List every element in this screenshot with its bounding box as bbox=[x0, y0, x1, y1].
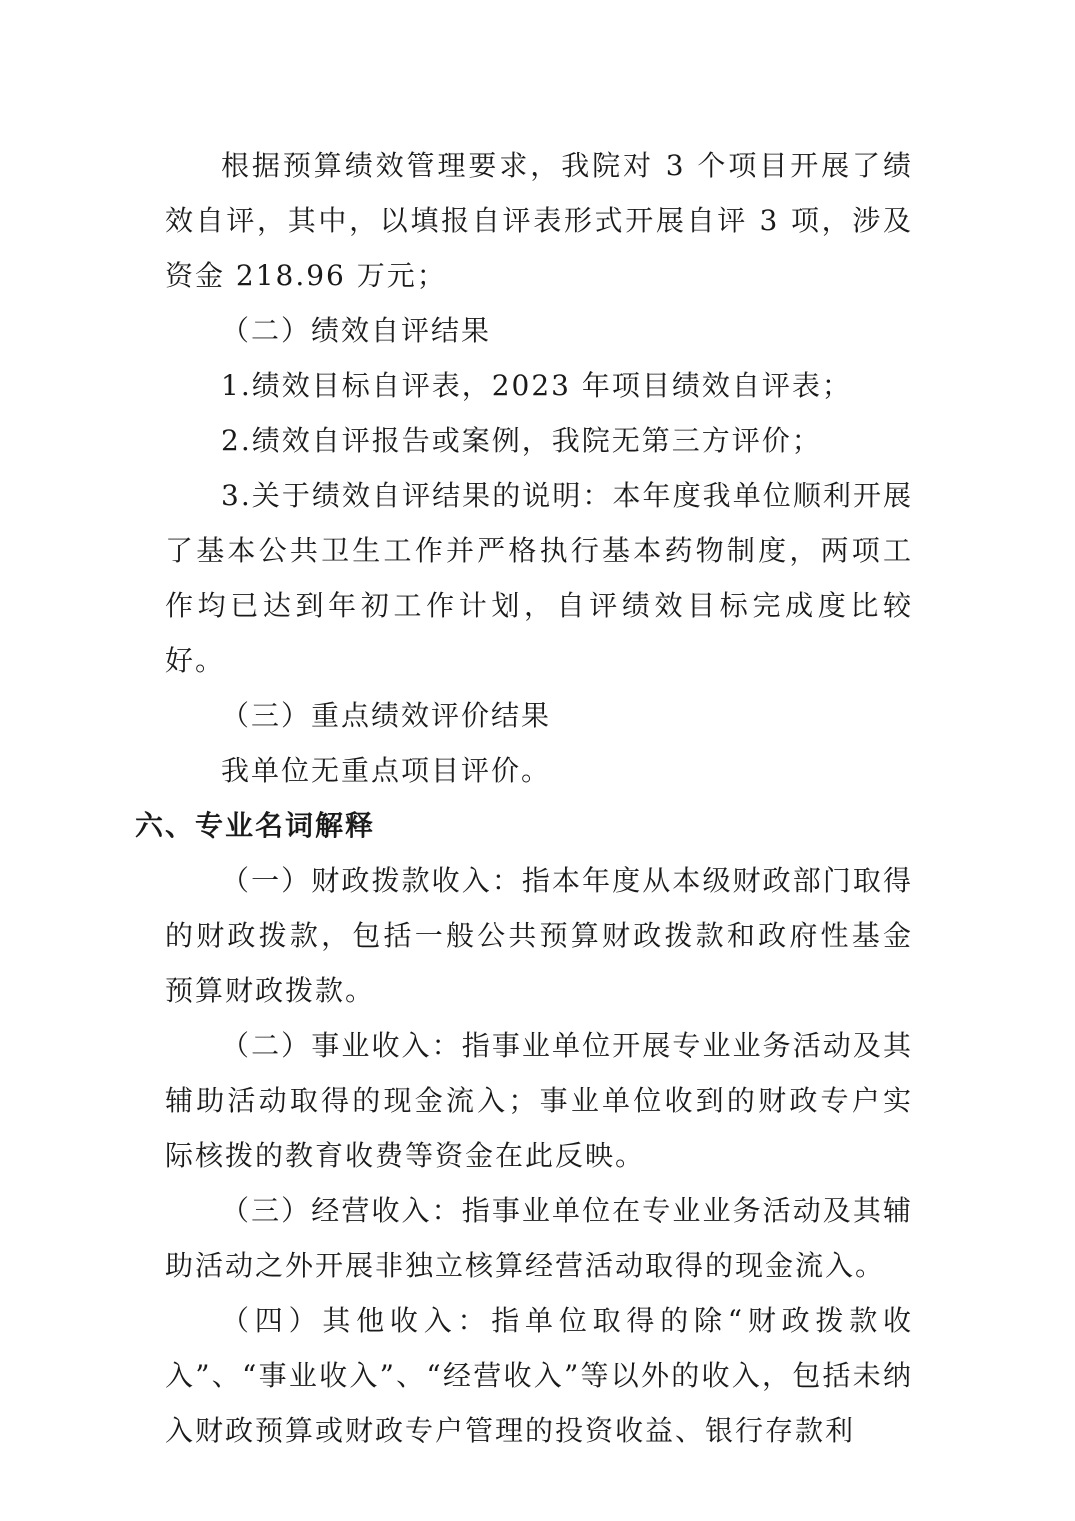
definition-fiscal-appropriation: （一）财政拨款收入：指本年度从本级财政部门取得的财政拨款，包括一般公共预算财政拨款和政府性基金预算财政拨款。 bbox=[165, 864, 913, 1007]
subsection-title-key-evaluation: （三）重点绩效评价结果 bbox=[221, 699, 552, 732]
document-page bbox=[135, 138, 913, 1458]
list-item-1: 1.绩效目标自评表，2023 年项目绩效自评表； bbox=[221, 369, 852, 402]
definition-other-income: （四）其他收入：指单位取得的除“财政拨款收入”、“事业收入”、“经营收入”等以外的收入，包括未纳入财政预算或财政专户管理的投资收益、银行存款利 bbox=[165, 1304, 913, 1447]
section-heading-glossary: 六、专业名词解释 bbox=[135, 809, 376, 842]
key-evaluation-text: 我单位无重点项目评价。 bbox=[221, 754, 552, 787]
intro-paragraph: 根据预算绩效管理要求，我院对 3 个项目开展了绩效自评，其中，以填报自评表形式开展自评 3 项，涉及资金 218.96 万元； bbox=[165, 149, 913, 292]
list-item-3: 3.关于绩效自评结果的说明：本年度我单位顺利开展了基本公共卫生工作并严格执行基本药物制度，两项工作均已达到年初工作计划，自评绩效目标完成度比较好。 bbox=[165, 479, 913, 677]
definition-business-income: （二）事业收入：指事业单位开展专业业务活动及其辅助活动取得的现金流入；事业单位收到的财政专户实际核拨的教育收费等资金在此反映。 bbox=[165, 1029, 913, 1172]
definition-operating-income: （三）经营收入：指事业单位在专业业务活动及其辅助活动之外开展非独立核算经营活动取得的现金流入。 bbox=[165, 1194, 913, 1282]
list-item-2: 2.绩效自评报告或案例，我院无第三方评价； bbox=[221, 424, 822, 457]
subsection-title-performance-results: （二）绩效自评结果 bbox=[221, 314, 492, 347]
